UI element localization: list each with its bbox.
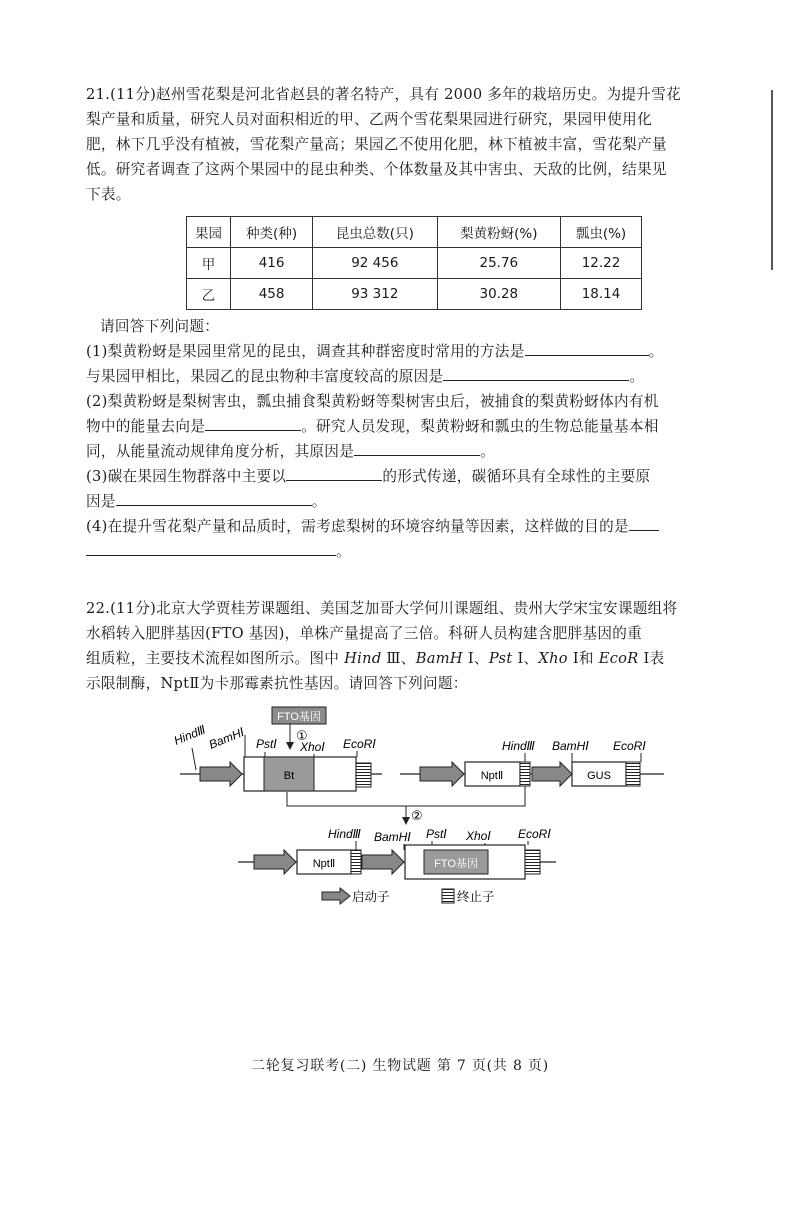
table-cell: 92 456 bbox=[313, 248, 438, 279]
period: 。 bbox=[480, 443, 495, 460]
period: 。 bbox=[311, 493, 327, 510]
enzyme-numeral: Ⅰ、 bbox=[512, 650, 539, 667]
q21-s2d-text: 同，从能量流动规律角度分析，其原因是 bbox=[86, 443, 355, 460]
hindiii-label: HindⅢ bbox=[171, 722, 208, 748]
enzyme-name: Hind bbox=[344, 650, 382, 667]
legend-promoter-label: 启动子 bbox=[352, 890, 390, 904]
hindiii-label: HindⅢ bbox=[328, 827, 361, 841]
enzyme-numeral: Ⅲ、 bbox=[381, 650, 416, 667]
hindiii-label: HindⅢ bbox=[502, 739, 535, 753]
bamhi-label: BamHⅠ bbox=[206, 724, 247, 752]
q21-s3c-text: 因是 bbox=[86, 493, 116, 510]
table-header: 果园 bbox=[187, 217, 231, 248]
table-cell: 93 312 bbox=[313, 279, 438, 310]
step1-arrowhead bbox=[286, 742, 294, 750]
ecori-label: EcoRⅠ bbox=[518, 827, 551, 841]
xhoi-label: XhoⅠ bbox=[466, 829, 491, 843]
q21-s4a-text: (4)在提升雪花梨产量和品质时，需考虑梨树的环境容纳量等因素，这样做的目的是 bbox=[86, 518, 629, 535]
q21-s3a-text: (3)碳在果园生物群落中主要以 bbox=[86, 468, 287, 485]
enzyme-numeral: Ⅰ表 bbox=[638, 650, 665, 667]
fto-insert-label: FTO基因 bbox=[434, 858, 478, 870]
table-header: 瓢虫(%) bbox=[561, 217, 642, 248]
legend-promoter-icon bbox=[322, 888, 350, 904]
bt-label: Bt bbox=[283, 770, 295, 782]
psti-label: PstⅠ bbox=[256, 737, 277, 751]
ecori-label: EcoRⅠ bbox=[613, 739, 646, 753]
xhoi-label: XhoⅠ bbox=[300, 740, 325, 754]
table-cell: 30.28 bbox=[437, 279, 560, 310]
period: 。 bbox=[629, 368, 645, 385]
enzyme-name: BamH bbox=[415, 650, 463, 667]
terminator-box bbox=[520, 762, 530, 786]
promoter-arrow bbox=[254, 850, 296, 874]
q21-intro-1: 21.(11分)赵州雪花梨是河北省赵县的著名特产，具有 2000 多年的栽培历史。为提升雪花 bbox=[86, 86, 681, 103]
promoter-arrow bbox=[532, 762, 572, 786]
enzyme-name: Xho bbox=[538, 650, 568, 667]
page-footer: 二轮复习联考(二) 生物试题 第 7 页(共 8 页) bbox=[251, 1058, 549, 1074]
q21-intro-4: 低。研究者调查了这两个果园中的昆虫种类、个体数量及其中害虫、天敌的比例，结果见 bbox=[86, 161, 667, 178]
npt-label: NptⅡ bbox=[312, 858, 336, 870]
period: 。 bbox=[648, 343, 664, 360]
psti-label: PstⅠ bbox=[426, 827, 447, 841]
q21-s2-line1: (2)梨黄粉蚜是梨树害虫，瓢虫捕食梨黄粉蚜等梨树害虫后，被捕食的梨黄粉蚜体内有机 bbox=[86, 393, 659, 410]
table-cell: 乙 bbox=[187, 279, 231, 310]
table-cell: 458 bbox=[231, 279, 313, 310]
q21-intro-3: 肥，林下几乎没有植被，雪花梨产量高；果园乙不使用化肥，林下植被丰富，雪花梨产量 bbox=[86, 136, 667, 153]
fto-gene-label: FTO基因 bbox=[277, 711, 321, 723]
step1-marker: ① bbox=[296, 728, 308, 743]
gus-label: GUS bbox=[587, 770, 611, 782]
table-cell: 25.76 bbox=[437, 248, 560, 279]
q21-intro-5: 下表。 bbox=[86, 186, 131, 203]
legend-terminator-icon bbox=[442, 889, 454, 903]
terminator-box bbox=[351, 850, 361, 874]
legend-terminator-label: 终止子 bbox=[457, 890, 495, 904]
table-header: 梨黄粉蚜(%) bbox=[437, 217, 560, 248]
q22-line3-text: 组质粒，主要技术流程如图所示。图中 bbox=[86, 650, 345, 667]
promoter-arrow bbox=[200, 762, 242, 786]
terminator-box bbox=[356, 763, 371, 787]
cut-site-line bbox=[192, 748, 196, 770]
table-cell: 416 bbox=[231, 248, 313, 279]
enzyme-numeral: Ⅰ、 bbox=[462, 650, 489, 667]
q21-s1a-text: (1)梨黄粉蚜是果园里常见的昆虫，调查其种群密度时常用的方法是 bbox=[86, 343, 525, 360]
q21-prompt: 请回答下列问题： bbox=[100, 318, 220, 335]
table-cell: 甲 bbox=[187, 248, 231, 279]
bamhi-label: BamHⅠ bbox=[374, 830, 411, 844]
promoter-arrow bbox=[362, 850, 404, 874]
enzyme-name: EcoR bbox=[598, 650, 639, 667]
promoter-arrow bbox=[420, 762, 464, 786]
terminator-box bbox=[626, 762, 640, 786]
q21-s2c-text: 。研究人员发现，梨黄粉蚜和瓢虫的生物总能量基本相 bbox=[301, 418, 659, 435]
bamhi-label: BamHⅠ bbox=[552, 739, 589, 753]
enzyme-name: Pst bbox=[488, 650, 513, 667]
npt-label: NptⅡ bbox=[480, 770, 504, 782]
step2-arrowhead bbox=[402, 817, 410, 825]
q21-s2b-text: 物中的能量去向是 bbox=[86, 418, 206, 435]
q22-line1: 22.(11分)北京大学贾桂芳课题组、美国芝加哥大学何川课题组、贵州大学宋宝安课题组将 bbox=[86, 600, 678, 617]
table-cell: 12.22 bbox=[561, 248, 642, 279]
terminator-box bbox=[525, 850, 540, 874]
step2-marker: ② bbox=[411, 808, 423, 823]
table-cell: 18.14 bbox=[561, 279, 642, 310]
table-header: 昆虫总数(只) bbox=[313, 217, 438, 248]
q21-intro-2: 梨产量和质量，研究人员对面积相近的甲、乙两个雪花梨果园进行研究，果园甲使用化 bbox=[86, 111, 652, 128]
enzyme-numeral: Ⅰ和 bbox=[567, 650, 599, 667]
q21-s3b-text: 的形式传递，碳循环具有全球性的主要原 bbox=[382, 468, 651, 485]
table-header: 种类(种) bbox=[231, 217, 313, 248]
period: 。 bbox=[336, 543, 351, 560]
ecori-label: EcoRⅠ bbox=[343, 737, 376, 751]
q22-line2: 水稻转入肥胖基因(FTO 基因)，单株产量提高了三倍。科研人员构建含肥胖基因的重 bbox=[86, 625, 643, 642]
q21-s1b-text: 与果园甲相比，果园乙的昆虫物种丰富度较高的原因是 bbox=[86, 368, 444, 385]
q22-line4: 示限制酶，NptⅡ为卡那霉素抗性基因。请回答下列问题： bbox=[86, 675, 468, 692]
